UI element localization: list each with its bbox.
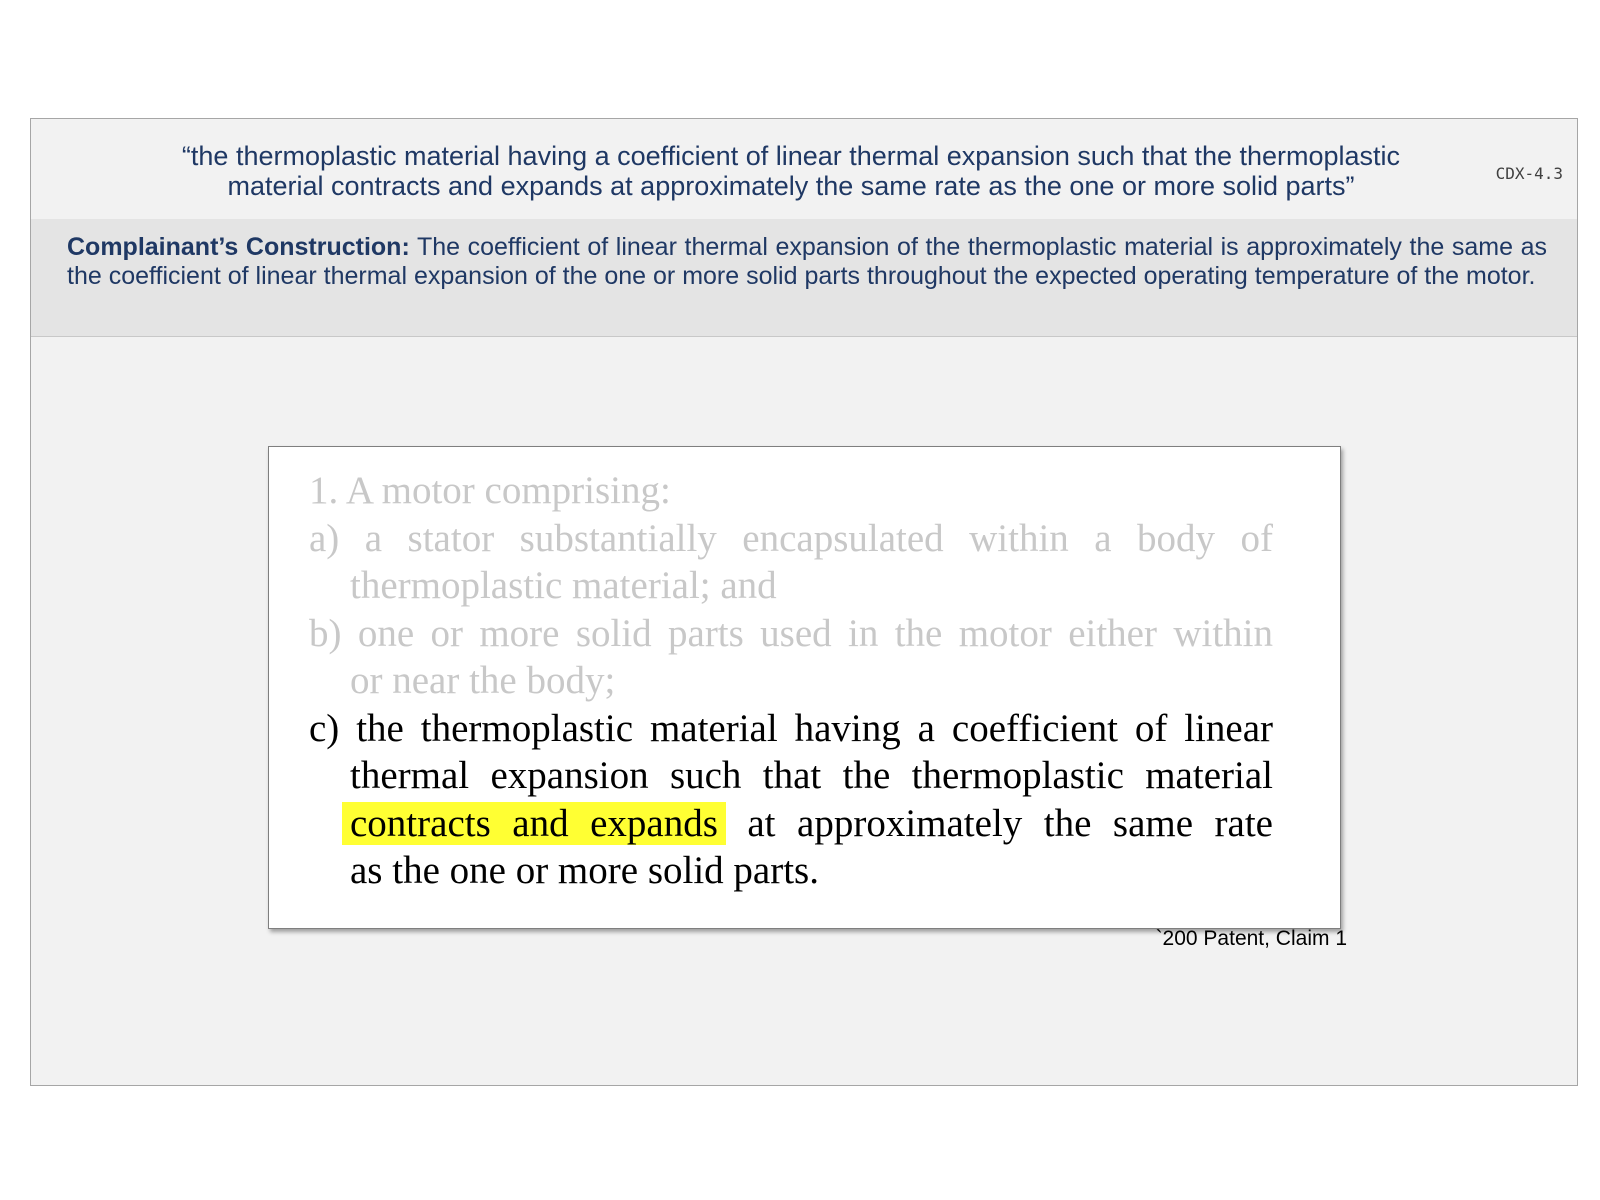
claim-line-a2: thermoplastic material; and [350,564,777,607]
claim-excerpt-box [268,446,1341,929]
claim-line-b1: b) one or more solid parts used in the motor either within [309,611,1273,655]
quote-header [31,119,1577,220]
slide-id: CDX-4.3 [1495,164,1563,183]
construction-text [67,233,1547,291]
construction-label: Complainant’s Construction: [67,233,410,261]
claim-line-c3 [309,800,1273,848]
slide [30,118,1578,1086]
claim-term-quote [71,141,1511,201]
claim-line-c4: as the one or more solid parts. [350,849,819,892]
claim-line-a1: a) a stator substantially encapsulated within a body of [309,516,1273,560]
quote-line-2: material contracts and expands at approximately the same rate as the one or more solid parts” [227,171,1355,201]
claim-line-c3-rest: at approximately the same rate [747,801,1273,845]
construction-panel [31,219,1577,337]
claim-line-c1: c) the thermoplastic material having a coefficient of linear [309,706,1273,750]
claim-line-b2: or near the body; [350,659,616,702]
claim-line-c2: thermal expansion such that the thermoplastic material [350,754,1273,797]
quote-line-1: “the thermoplastic material having a coefficient of linear thermal expansion such that the thermoplastic [181,141,1401,171]
citation: `200 Patent, Claim 1 [1155,927,1347,950]
claim-line-preamble: 1. A motor comprising: [309,469,671,512]
highlighted-phrase: contracts and expands [342,802,726,845]
claim-text [309,467,1273,895]
construction-body: The coefficient of linear thermal expansion of the thermoplastic material is approximately the same as the coefficient of linear thermal expansion of the one or more solid parts throughout the expected operating temperature of the motor. [67,233,1547,290]
